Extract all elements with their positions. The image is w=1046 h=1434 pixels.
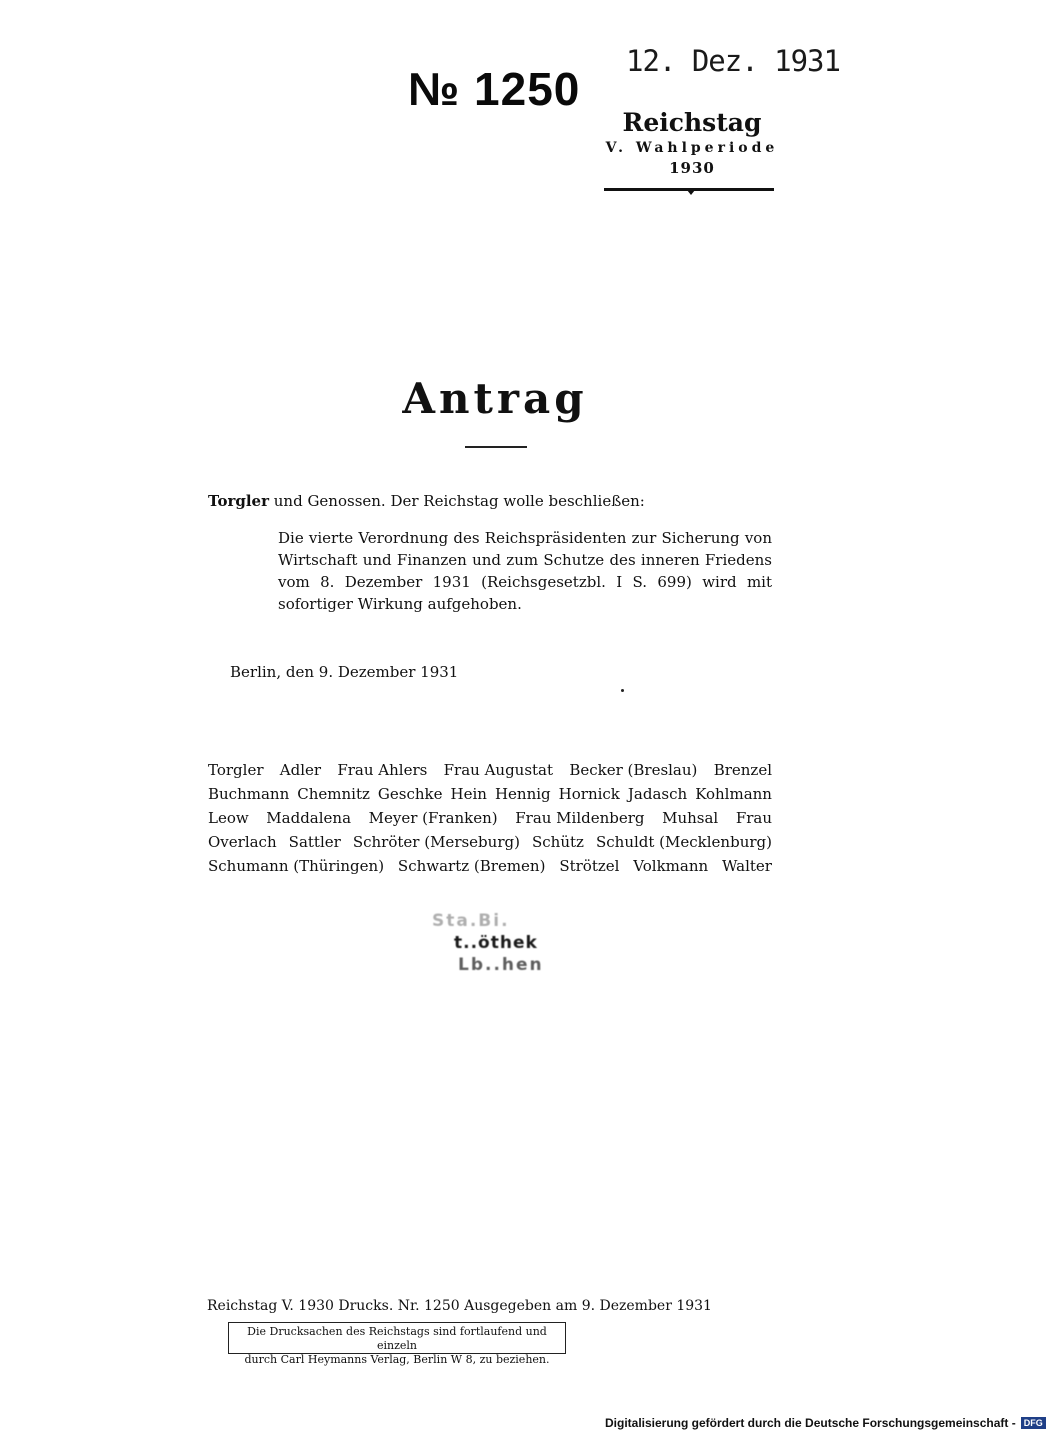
signatory: Schwartz (Bremen) [397, 857, 546, 875]
signatory: Frau [735, 809, 772, 827]
signatories-row [208, 806, 772, 830]
stamp-line: Lb..hen [458, 955, 544, 975]
signatory: Brenzel [713, 761, 772, 779]
motion-text: Die vierte Verordnung des Reichspräsidenten zur Sicherung von Wirtschaft und Finanzen und zum Schutze des inneren Friedens vom 8. Dezember 1931 (Reichsgesetzbl. I S. 699) wird mit sofortiger Wirkung aufgehoben. [278, 529, 772, 613]
signatory: Becker (Breslau) [569, 761, 698, 779]
signatory: Walter [722, 857, 772, 875]
library-stamp [432, 910, 562, 976]
period-label: V. Wahlperiode [605, 140, 779, 156]
stamp-line: t..öthek [454, 933, 538, 953]
distribution-note-line: durch Carl Heymanns Verlag, Berlin W 8, zu beziehen. [244, 1353, 550, 1366]
signatory: Buchmann [208, 785, 290, 803]
signatory: Sattler [288, 833, 341, 851]
signatory: Schuldt (Mecklenburg) [595, 833, 772, 851]
signatory: Hornick [558, 785, 620, 803]
signatory: Schumann (Thüringen) [208, 857, 385, 875]
reichstag-block [604, 108, 780, 178]
signatories-row [208, 854, 772, 878]
signatory: Strötzel [559, 857, 620, 875]
signatory: Leow [208, 809, 249, 827]
distribution-note [228, 1322, 566, 1366]
distribution-note-line: Die Drucksachen des Reichstags sind fortlaufend und einzeln [247, 1325, 547, 1352]
signatory: Hein [450, 785, 487, 803]
signatory: Overlach [208, 833, 277, 851]
intro-text: und Genossen. Der Reichstag wolle beschließen: [268, 492, 645, 510]
year-label: 1930 [669, 159, 715, 177]
stamp-line: Sta.Bi. [432, 911, 510, 931]
signatory: Frau Augustat [443, 761, 554, 779]
intro-name: Torgler [208, 492, 269, 510]
credit-text: Digitalisierung gefördert durch die Deutsche Forschungsgemeinschaft - [605, 1416, 1016, 1430]
signatory: Volkmann [633, 857, 709, 875]
signatory: Jadasch [627, 785, 688, 803]
signatories-row [208, 782, 772, 806]
signatory: Kohlmann [695, 785, 772, 803]
dfg-logo-icon: DFG [1021, 1417, 1046, 1429]
signatory: Geschke [377, 785, 443, 803]
scan-speck [621, 689, 624, 692]
signatory: Schütz [532, 833, 584, 851]
document-number: № 1250 [408, 63, 581, 115]
signatory: Frau Ahlers [337, 761, 428, 779]
date-stamp: 12. Dez. 1931 [626, 44, 840, 78]
signatories-list [208, 758, 772, 878]
digitization-credit [605, 1416, 1046, 1430]
signatory: Chemnitz [297, 785, 370, 803]
date-line: Berlin, den 9. Dezember 1931 [230, 663, 459, 681]
signatory: Frau Mildenberg [515, 809, 645, 827]
footer-line: Reichstag V. 1930 Drucks. Nr. 1250 Ausgegeben am 9. Dezember 1931 [207, 1298, 712, 1314]
signatory: Torgler [208, 761, 264, 779]
signatory: Maddalena [266, 809, 352, 827]
signatories-row [208, 830, 772, 854]
title-divider [465, 446, 527, 448]
signatory: Adler [279, 761, 322, 779]
document-title: Antrag [402, 374, 588, 423]
header-rule [604, 188, 774, 191]
signatories-row [208, 758, 772, 782]
reichstag-label: Reichstag [622, 108, 762, 137]
intro-line [208, 492, 645, 510]
signatory: Hennig [494, 785, 551, 803]
signatory: Meyer (Franken) [368, 809, 498, 827]
signatory: Schröter (Merseburg) [352, 833, 520, 851]
signatory: Muhsal [662, 809, 719, 827]
